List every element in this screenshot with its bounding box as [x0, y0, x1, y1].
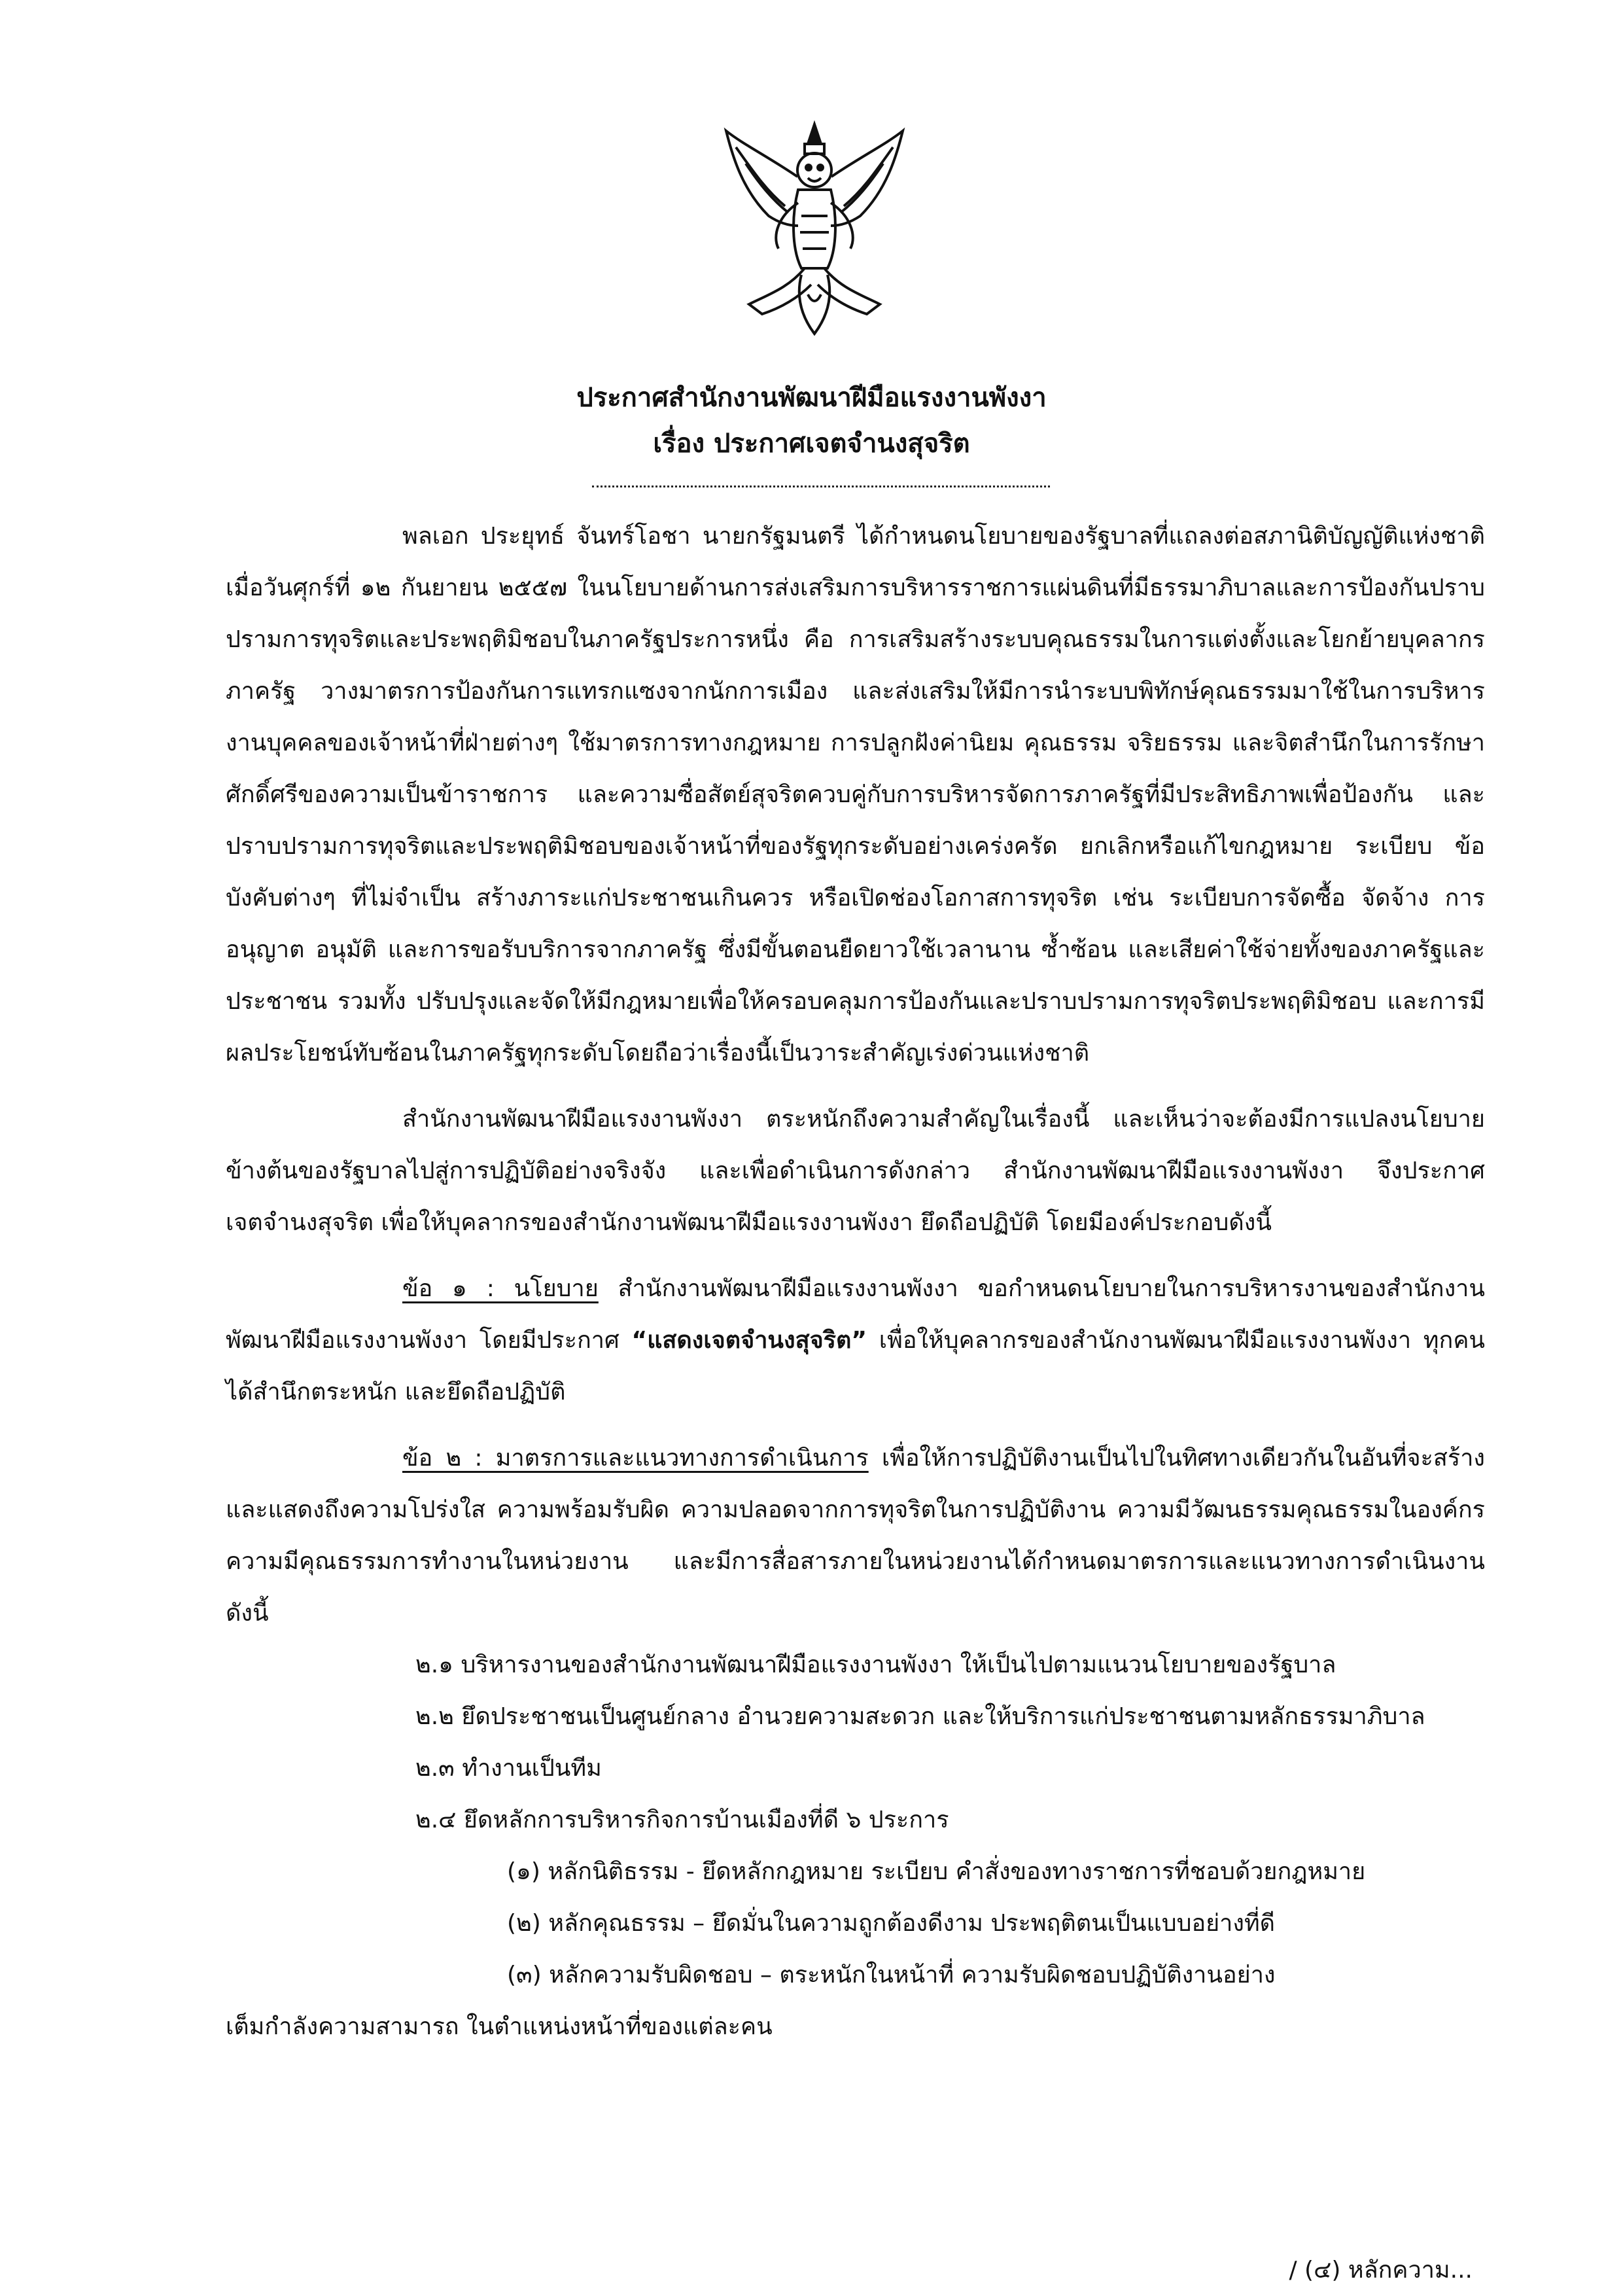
sub-list-item: (๓) หลักความรับผิดชอบ – ตระหนักในหน้าที่ ความรับผิดชอบปฏิบัติงานอย่าง: [507, 1962, 1276, 1988]
list-continuation: เต็มกำลังความสามารถ ในตำแหน่งหน้าที่ของแต่ละคน: [226, 2013, 773, 2040]
paragraph-policy: [226, 1263, 1485, 1418]
sub-list-item: (๑) หลักนิติธรรม - ยึดหลักกฎหมาย ระเบียบ คำสั่งของทางราชการที่ชอบด้วยกฎหมาย: [507, 1858, 1366, 1885]
document-body: [226, 510, 1485, 2053]
next-page-marker: / (๔) หลักความ...: [1289, 2257, 1473, 2284]
policy-text-b: เพื่อให้บุคลากรของสำนักงานพัฒนาฝีมือแรงงานพังงา ทุกคน ได้สำนึกตระหนัก และยึดถือปฏิบัติ: [226, 1327, 1486, 1405]
measures-text: เพื่อให้การปฏิบัติงานเป็นไปในทิศทางเดียวกันในอันที่จะสร้างและแสดงถึงความโปร่งใส ความพร้อมรับผิด ความปลอดจากการทุจริตในการปฏิบัติงาน ความมีวัฒนธรรมคุณธรรมในองค์กร ความมีคุณธรรมการทำงานในหน่วยงาน และมีการสื่อสารภายในหน่วยงานได้กำหนดมาตรการและแนวทางการดำเนินงาน ดังนี้: [226, 1445, 1485, 1627]
paragraph-1: พลเอก ประยุทธ์ จันทร์โอชา นายกรัฐมนตรี ได้กำหนดนโยบายของรัฐบาลที่แถลงต่อสภานิติบัญญัติแห่งชาติ เมื่อวันศุกร์ที่ ๑๒ กันยายน ๒๕๕๗ ในนโยบายด้านการส่งเสริมการบริหารราชการแผ่นดินที่มีธรรมาภิบาลและการป้องกันปราบปรามการทุจริตและประพฤติมิชอบในภาครัฐประการหนึ่ง คือ การเสริมสร้างระบบคุณธรรมในการแต่งตั้งและโยกย้ายบุคลากรภาครัฐ วางมาตรการป้องกันการแทรกแซงจากนักการเมือง และส่งเสริมให้มีการนำระบบพิทักษ์คุณธรรมมาใช้ในการบริหารงานบุคคลของเจ้าหน้าที่ฝ่ายต่างๆ ใช้มาตรการทางกฎหมาย การปลูกฝังค่านิยม คุณธรรม จริยธรรม และจิตสำนึกในการรักษาศักดิ์ศรีของความเป็นข้าราชการ และความซื่อสัตย์สุจริตควบคู่กับการบริหารจัดการภาครัฐที่มีประสิทธิภาพเพื่อป้องกัน และปราบปรามการทุจริตและประพฤติมิชอบของเจ้าหน้าที่ของรัฐทุกระดับอย่างเคร่งครัด ยกเลิกหรือแก้ไขกฎหมาย ระเบียบ ข้อบังคับต่างๆ ที่ไม่จำเป็น สร้างภาระแก่ประชาชนเกินควร หรือเปิดช่องโอกาสการทุจริต เช่น ระเบียบการจัดซื้อ จัดจ้าง การอนุญาต อนุมัติ และการขอรับบริการจากภาครัฐ ซึ่งมีขั้นตอนยืดยาวใช้เวลานาน ซ้ำซ้อน และเสียค่าใช้จ่ายทั้งของภาครัฐและประชาชน รวมทั้ง ปรับปรุงและจัดให้มีกฎหมายเพื่อให้ครอบคลุมการป้องกันและปราบปรามการทุจริตประพฤติมิชอบ และการมีผลประโยชน์ทับซ้อนในภาครัฐทุกระดับโดยถือว่าเรื่องนี้เป็นวาระสำคัญเร่งด่วนแห่งชาติ: [226, 523, 1485, 1067]
announcement-subject: เรื่อง ประกาศเจตจำนงสุจริต: [653, 429, 970, 459]
paragraph-measures: [226, 1432, 1485, 1639]
announcement-title: ประกาศสำนักงานพัฒนาฝีมือแรงงานพังงา: [576, 383, 1047, 413]
policy-bold-phrase: “แสดงเจตจำนงสุจริต”: [631, 1327, 867, 1354]
sub-list-item: (๒) หลักคุณธรรม – ยึดมั่นในความถูกต้องดีงาม ประพฤติตนเป็นแบบอย่างที่ดี: [507, 1910, 1276, 1937]
list-item: ๒.๔ ยึดหลักการบริหารกิจการบ้านเมืองที่ดี ๖ ประการ: [415, 1807, 949, 1833]
list-item: ๒.๓ ทำงานเป็นทีม: [415, 1755, 602, 1782]
dotted-divider: [592, 486, 1050, 487]
paragraph-2: สำนักงานพัฒนาฝีมือแรงงานพังงา ตระหนักถึงความสำคัญในเรื่องนี้ และเห็นว่าจะต้องมีการแปลงนโยบายข้างต้นของรัฐบาลไปสู่การปฏิบัติอย่างจริงจัง และเพื่อดำเนินการดังกล่าว สำนักงานพัฒนาฝีมือแรงงานพังงา จึงประกาศเจตจำนงสุจริต เพื่อให้บุคลากรของสำนักงานพัฒนาฝีมือแรงงานพังงา ยึดถือปฏิบัติ โดยมีองค์ประกอบดังนี้: [226, 1106, 1485, 1236]
list-item: ๒.๒ ยึดประชาชนเป็นศูนย์กลาง อำนวยความสะดวก และให้บริการแก่ประชาชนตามหลักธรรมาภิบาล: [415, 1703, 1425, 1730]
list-item: ๒.๑ บริหารงานของสำนักงานพัฒนาฝีมือแรงงานพังงา ให้เป็นไปตามแนวนโยบายของรัฐบาล: [415, 1651, 1336, 1678]
measures-heading: ข้อ ๒ : มาตรการและแนวทางการดำเนินการ: [402, 1445, 869, 1472]
policy-text-a: สำนักงานพัฒนาฝีมือแรงงานพังงา ขอกำหนดนโยบายในการบริหารงานของสำนักงานพัฒนาฝีมือแรงงานพังงา โดยมีประกาศ: [226, 1275, 1485, 1354]
policy-heading: ข้อ ๑ : นโยบาย: [402, 1275, 599, 1302]
garuda-emblem: [716, 118, 913, 340]
measures-list: [226, 1639, 1485, 2001]
